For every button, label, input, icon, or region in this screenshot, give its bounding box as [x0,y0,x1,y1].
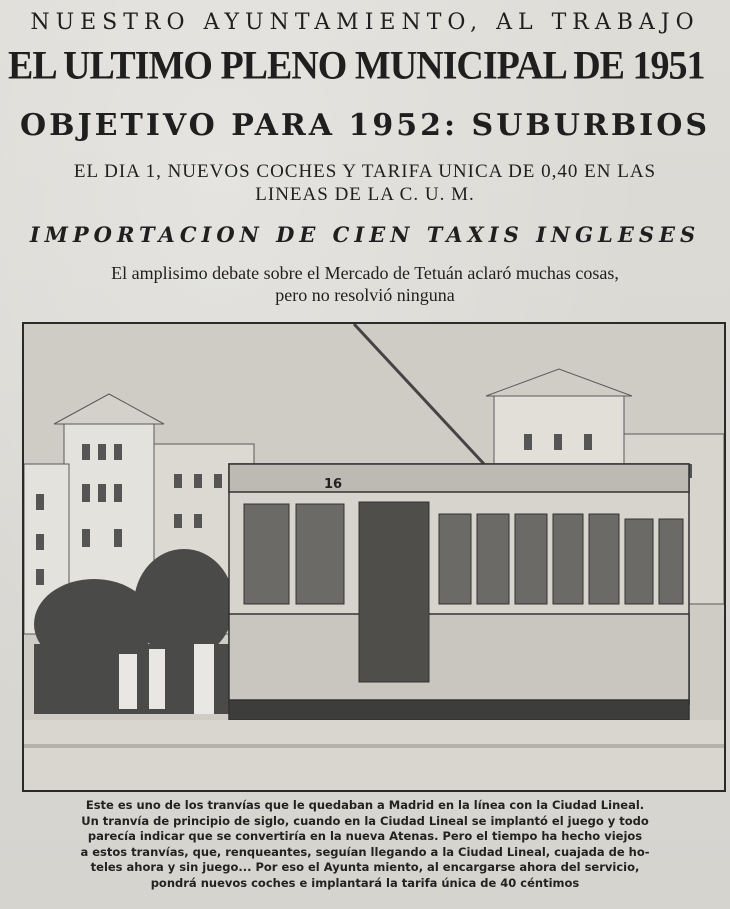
caption-line-5: teles ahora y sin juego... Por eso el Ayunta miento, al encargarse ahora del servicio, [90,860,640,875]
tram-photo [22,322,726,792]
italic-headline: IMPORTACION DE CIEN TAXIS INGLESES [29,222,701,247]
caption-line-6: pondrá nuevos coches e implantará la tarifa única de 40 céntimos [150,875,580,890]
main-headline: EL ULTIMO PLENO MUNICIPAL DE 1951 [8,43,705,89]
tram-number: 16 [324,477,343,492]
caption-line-1: Este es uno de los tranvías que le quedaban a Madrid en la línea con la Ciudad Lineal. [85,798,645,812]
kicker-title: NUESTRO AYUNTAMIENTO, AL TRABAJO [30,10,700,35]
summary [0,262,730,306]
caption-line-2: Un tranvía de principio de siglo, cuando en la Ciudad Lineal se implantó el juego y todo [81,813,649,828]
subheadline: OBJETIVO PARA 1952: SUBURBIOS [19,108,711,143]
caption-line-3: parecía indicar que se convertiría en la nueva Atenas. Pero el tiempo ha hecho viejos [87,829,643,844]
caption-line-4: a estos tranvías, que, renqueantes, seguían llegando a la Ciudad Lineal, cuajada de ho- [80,844,650,859]
tram-photo-illustration [24,324,724,790]
photo-caption [14,798,716,892]
deck [0,160,730,206]
summary-line-2: pero no resolvió ninguna [275,285,455,305]
deck-line-1: EL DIA 1, NUEVOS COCHES Y TARIFA UNICA DE 0,40 EN LAS [73,161,657,182]
summary-line-1: El amplisimo debate sobre el Mercado de Tetuán aclaró muchas cosas, [111,263,619,283]
deck-line-2: LINEAS DE LA C. U. M. [255,184,475,205]
